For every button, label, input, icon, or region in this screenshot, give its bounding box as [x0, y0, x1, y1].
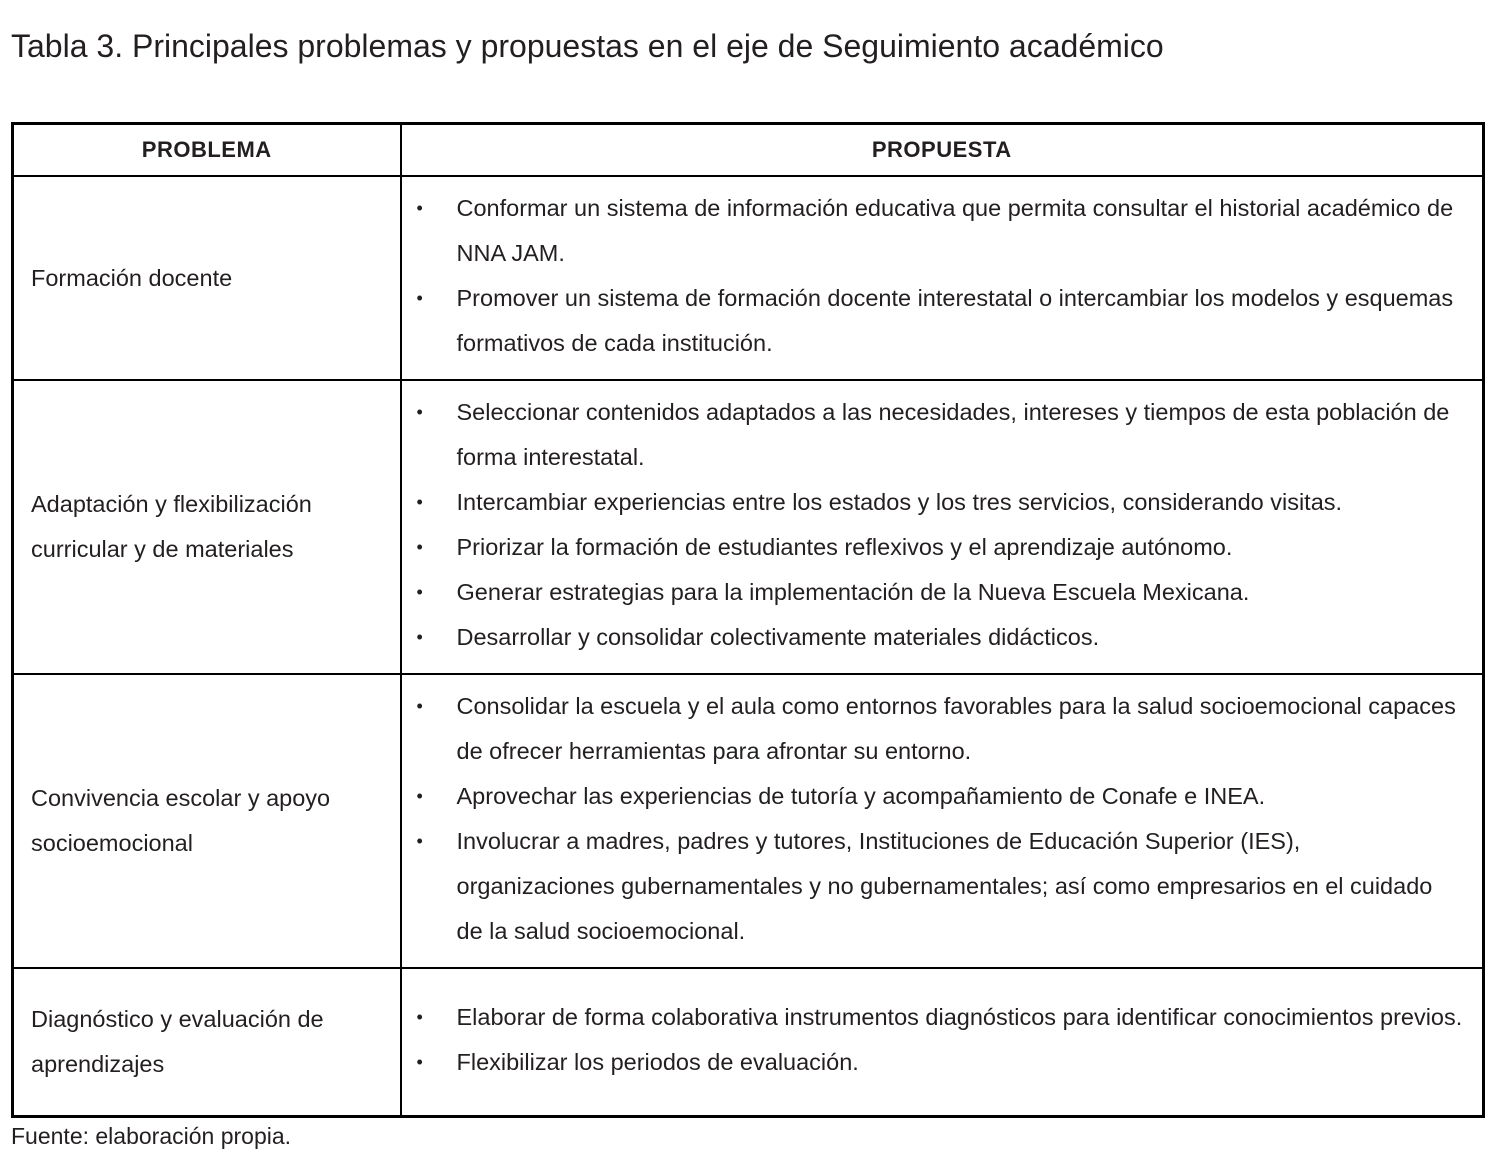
problem-cell: Convivencia escolar y apoyo socioemocional: [13, 674, 401, 968]
proposal-text: Priorizar la formación de estudiantes reflexivos y el aprendizaje autónomo.: [456, 534, 1233, 560]
bullet-icon: •: [416, 1051, 423, 1072]
table-row: [13, 968, 1484, 1116]
proposal-cell: [401, 380, 1484, 674]
table-row: [13, 380, 1484, 674]
bullet-icon: •: [416, 786, 423, 806]
bullet-icon: •: [416, 198, 423, 218]
table-row: [13, 674, 1484, 968]
proposal-text: Elaborar de forma colaborativa instrumentos diagnósticos para identificar conocimientos previos.: [456, 1003, 1463, 1030]
proposal-item: [415, 774, 1465, 819]
proposal-cell: [401, 176, 1484, 380]
proposal-item: [415, 186, 1465, 276]
source-note: Fuente: elaboración propia.: [11, 1123, 292, 1149]
problem-cell: Diagnóstico y evaluación de aprendizajes: [13, 968, 401, 1116]
bullet-icon: •: [416, 492, 423, 512]
proposal-text: Consolidar la escuela y el aula como entornos favorables para la salud socioemocional capaces de ofrecer herramientas para afrontar su entorno.: [456, 693, 1456, 764]
proposal-list: [415, 186, 1465, 366]
bullet-icon: •: [416, 537, 423, 557]
proposal-text: Generar estrategias para la implementación de la Nueva Escuela Mexicana.: [456, 579, 1250, 605]
bullet-icon: •: [416, 1006, 423, 1027]
table-title: Tabla 3. Principales problemas y propuestas en el eje de Seguimiento académico: [11, 28, 1164, 64]
table-row: [13, 176, 1484, 380]
proposal-cell: [401, 674, 1484, 968]
proposal-item: [415, 276, 1465, 366]
bullet-icon: •: [416, 696, 423, 716]
bullet-icon: •: [416, 582, 423, 602]
proposal-list: [415, 390, 1465, 660]
proposal-item: [415, 995, 1465, 1040]
proposal-text: Intercambiar experiencias entre los estados y los tres servicios, considerando visitas.: [456, 489, 1343, 515]
bullet-icon: •: [416, 402, 423, 422]
proposal-text: Flexibilizar los periodos de evaluación.: [456, 1048, 859, 1075]
header-proposal: PROPUESTA: [401, 124, 1484, 177]
bullet-icon: •: [416, 288, 423, 308]
header-problem: PROBLEMA: [13, 124, 401, 177]
proposal-text: Promover un sistema de formación docente interestatal o intercambiar los modelos y esquemas formativos de cada institución.: [456, 285, 1454, 356]
proposal-text: Aprovechar las experiencias de tutoría y acompañamiento de Conafe e INEA.: [456, 783, 1266, 809]
bullet-icon: •: [416, 627, 423, 647]
proposal-text: Conformar un sistema de información educativa que permita consultar el historial académico de NNA JAM.: [456, 195, 1454, 266]
bullet-icon: •: [416, 831, 423, 851]
proposal-item: [415, 525, 1465, 570]
proposal-text: Involucrar a madres, padres y tutores, Instituciones de Educación Superior (IES), organizaciones gubernamentales y no gubernamentales; así como empresarios en el cuidado de la salud socioemocional.: [456, 828, 1433, 944]
proposal-item: [415, 819, 1465, 954]
proposal-cell: [401, 968, 1484, 1116]
proposal-item: [415, 1040, 1465, 1085]
table-header-row: [13, 124, 1484, 177]
proposal-item: [415, 684, 1465, 774]
proposal-item: [415, 570, 1465, 615]
proposal-text: Seleccionar contenidos adaptados a las necesidades, intereses y tiempos de esta población de forma interestatal.: [456, 399, 1450, 470]
problem-cell: Formación docente: [13, 176, 401, 380]
proposal-list: [415, 684, 1465, 954]
proposal-list: [415, 995, 1465, 1085]
proposal-item: [415, 390, 1465, 480]
problem-cell: Adaptación y flexibilización curricular y de materiales: [13, 380, 401, 674]
proposal-text: Desarrollar y consolidar colectivamente materiales didácticos.: [456, 624, 1100, 650]
proposal-item: [415, 480, 1465, 525]
problems-proposals-table: [11, 122, 1485, 1118]
proposal-item: [415, 615, 1465, 660]
